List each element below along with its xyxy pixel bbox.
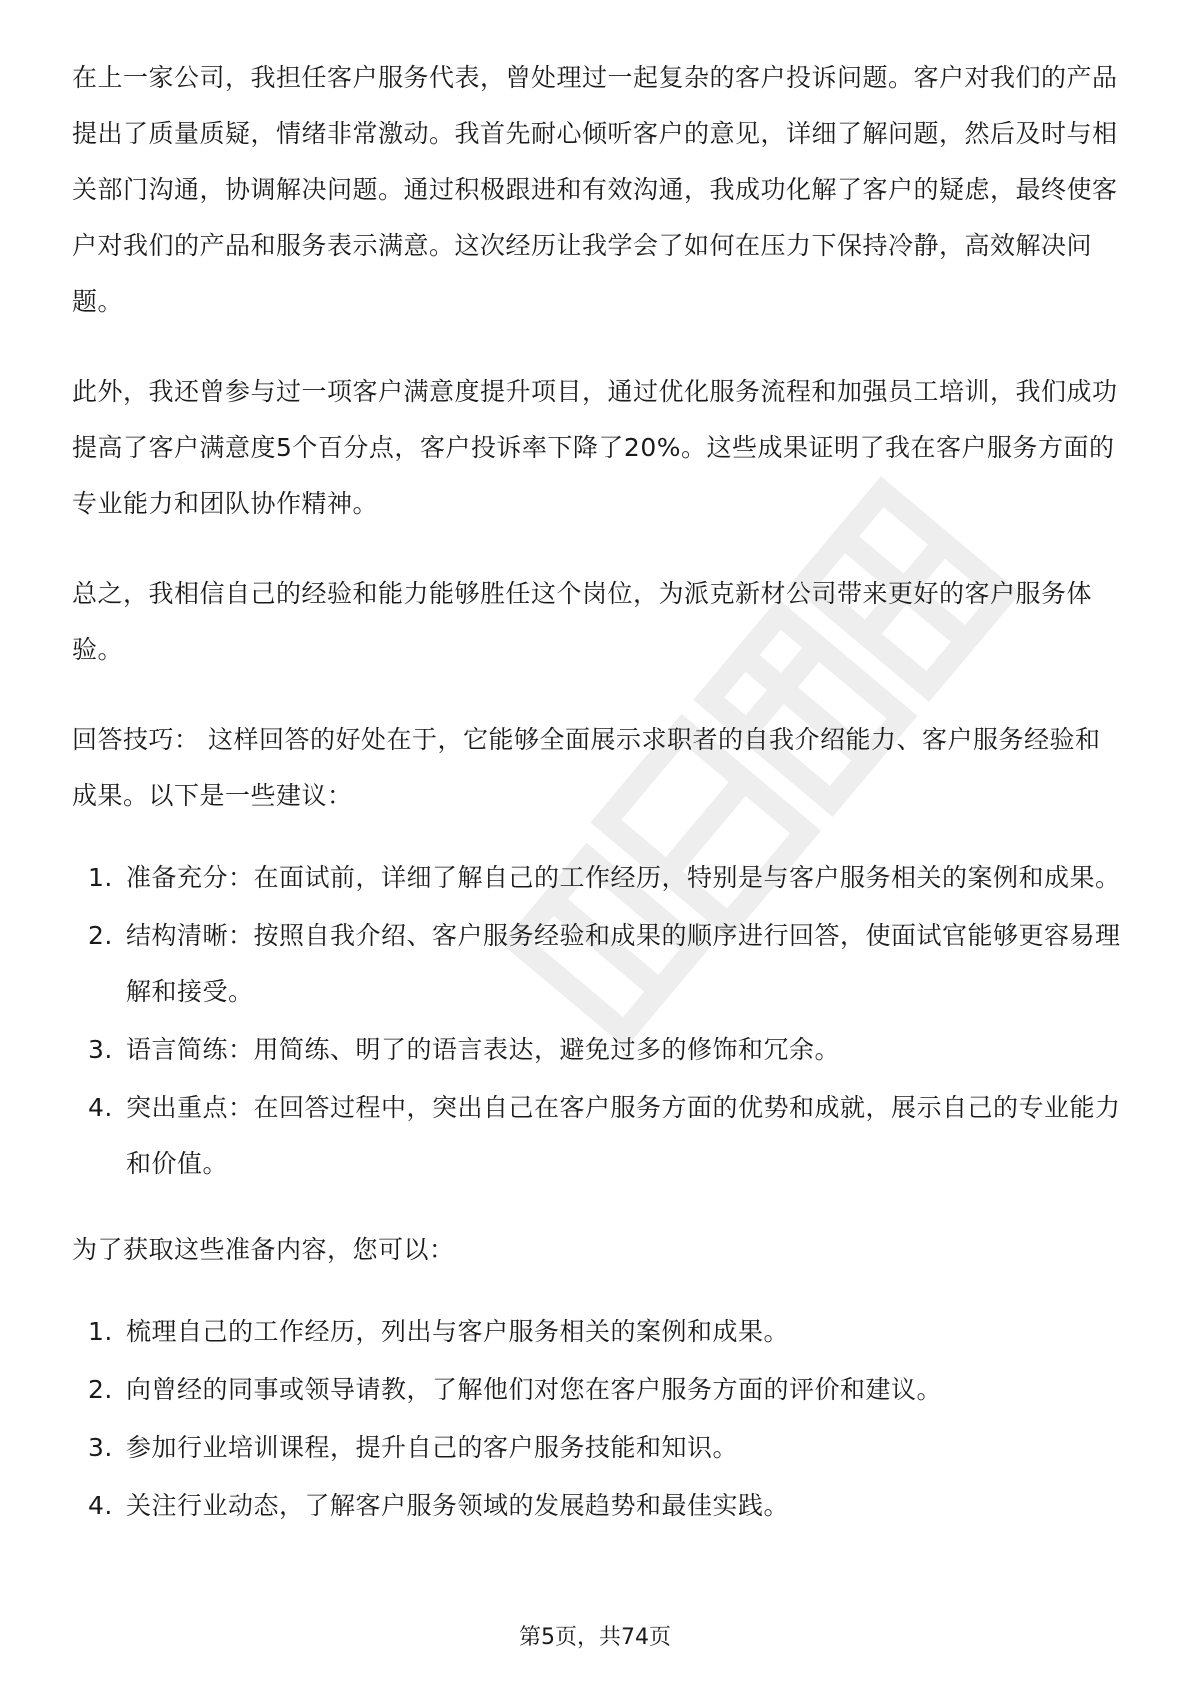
list-item [72, 1420, 1122, 1476]
list-item [72, 1362, 1122, 1418]
list-item [72, 908, 1122, 1020]
list-item-number: 3. [88, 1433, 113, 1462]
list-item-text: 关注行业动态，了解客户服务领域的发展趋势和最佳实践。 [126, 1491, 790, 1520]
paragraph-project: 此外，我还曾参与过一项客户满意度提升项目，通过优化服务流程和加强员工培训，我们成功提高了客户满意度5个百分点，客户投诉率下降了20%。这些成果证明了我在客户服务方面的专业能力和团队协作精神。 [72, 377, 1118, 518]
list-item-text: 语言简练：用简练、明了的语言表达，避免过多的修饰和冗余。 [126, 1035, 841, 1064]
list-item-number: 2. [88, 1375, 113, 1404]
paragraph-conclusion: 总之，我相信自己的经验和能力能够胜任这个岗位，为派克新材公司带来更好的客户服务体验。 [72, 579, 1093, 664]
list-item-number: 4. [88, 1491, 113, 1520]
paragraph-experience: 在上一家公司，我担任客户服务代表，曾处理过一起复杂的客户投诉问题。客户对我们的产品提出了质量质疑，情绪非常激动。我首先耐心倾听客户的意见，详细了解问题，然后及时与相关部门沟通，协调解决问题。通过积极跟进和有效沟通，我成功化解了客户的疑虑，最终使客户对我们的产品和服务表示满意。这次经历让我学会了如何在压力下保持冷静，高效解决问题。 [72, 63, 1118, 316]
list-item-text: 突出重点：在回答过程中，突出自己在客户服务方面的优势和成就，展示自己的专业能力和价值。 [126, 1093, 1121, 1178]
list-item-text: 向曾经的同事或领导请教，了解他们对您在客户服务方面的评价和建议。 [126, 1375, 943, 1404]
list-item-text: 梳理自己的工作经历，列出与客户服务相关的案例和成果。 [126, 1317, 790, 1346]
list-item [72, 1304, 1122, 1360]
prep-list [72, 1304, 1122, 1534]
list-item [72, 1022, 1122, 1078]
list-item [72, 1080, 1122, 1192]
list-item-text: 结构清晰：按照自我介绍、客户服务经验和成果的顺序进行回答，使面试官能够更容易理解和接受。 [126, 921, 1121, 1006]
tips-list [72, 850, 1122, 1192]
paragraph-prep-intro: 为了获取这些准备内容，您可以： [72, 1235, 455, 1264]
list-item-number: 4. [88, 1093, 113, 1122]
list-item-number: 1. [88, 1317, 113, 1346]
document-page [72, 50, 1122, 1564]
list-item-number: 3. [88, 1035, 113, 1064]
paragraph-answer-tips: 回答技巧： 这样回答的好处在于，它能够全面展示求职者的自我介绍能力、客户服务经验和成果。以下是一些建议： [72, 725, 1101, 810]
list-item-number: 1. [88, 863, 113, 892]
list-item [72, 850, 1122, 906]
list-item-number: 2. [88, 921, 113, 950]
list-item-text: 准备充分：在面试前，详细了解自己的工作经历，特别是与客户服务相关的案例和成果。 [126, 863, 1121, 892]
list-item-text: 参加行业培训课程，提升自己的客户服务技能和知识。 [126, 1433, 739, 1462]
page-number: 第5页，共74页 [519, 1625, 671, 1650]
list-item [72, 1478, 1122, 1534]
